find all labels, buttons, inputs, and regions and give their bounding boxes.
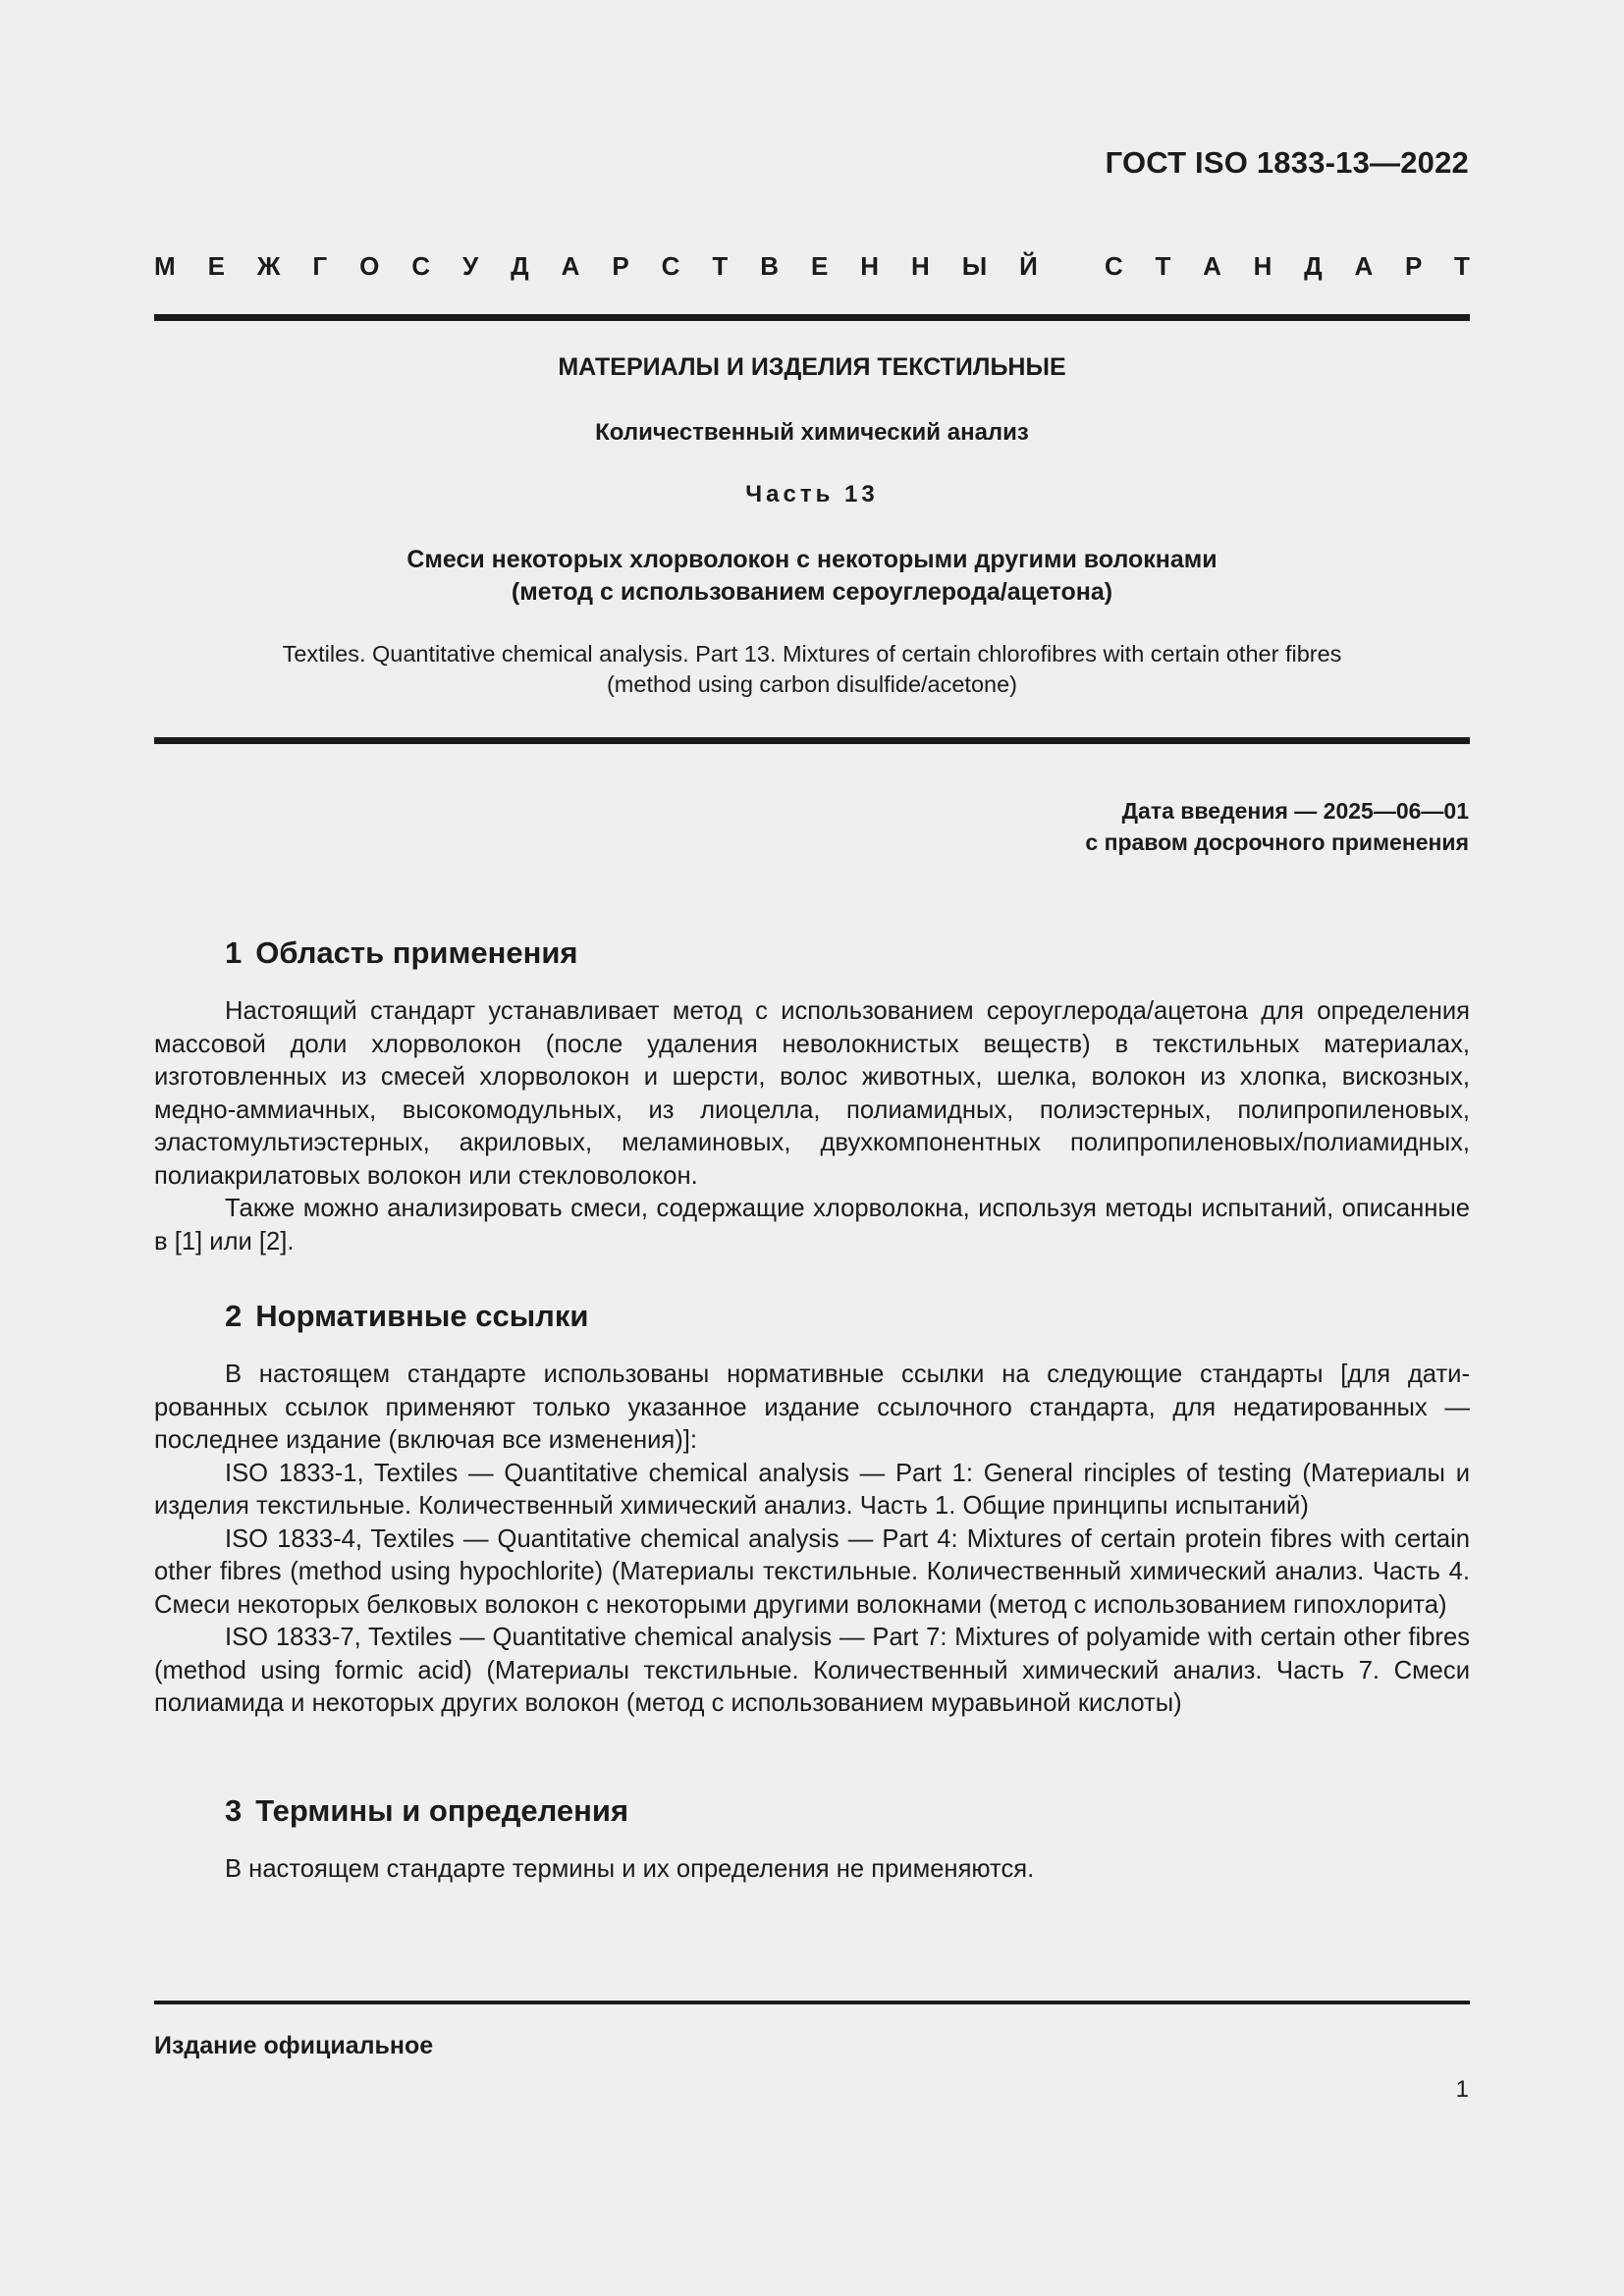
introduction-date-line-2: с правом досрочного применения — [1085, 829, 1469, 855]
document-number: ГОСТ ISO 1833-13—2022 — [1105, 145, 1469, 180]
english-title — [154, 639, 1470, 700]
heading-letter: Д — [1304, 251, 1323, 281]
part-title-line-1: Смеси некоторых хлорволокон с некоторыми другими волокнами — [406, 546, 1218, 573]
heading-letter: Т — [1155, 251, 1171, 281]
document-title: МАТЕРИАЛЫ И ИЗДЕЛИЯ ТЕКСТИЛЬНЫЕ — [558, 353, 1066, 381]
heading-letter: А — [1354, 251, 1374, 281]
footer-divider — [154, 2001, 1470, 2004]
paragraph: Настоящий стандарт устанавливает метод с использованием сероуглерода/ацетона для определения массовой доли хлорволокон (после удаления неволокнистых веществ) в текстильных материалах, изготовленных из смесей хлорволокон и шерсти, волос животных, шелка, волокон из хлопка, вискозных, медно-аммиачных, высокомодульных, из лиоцелла, полиамидных, полиэстерных, полипропиленовых, эластомультиэстерных, акриловых, меламиновых, двухкомпонентных полипропиленовых/полиамидных, полиакрилатовых волокон или стекловолокон. — [154, 997, 1470, 1190]
page-number: 1 — [1455, 2076, 1469, 2103]
part-title — [154, 544, 1470, 609]
heading-letter: Й — [1019, 251, 1038, 281]
heading-letter: Р — [612, 251, 629, 281]
heading-letter: А — [561, 251, 580, 281]
header-divider — [154, 314, 1470, 321]
reference-item: ISO 1833-7, Textiles — Quantitative chemical analysis — Part 7: Mixtures of polyamide with certain other fibres (method using formic acid) (Материалы текстильные. Количественный химический анализ. Часть 7. Смеси полиамида и некоторых других волокон (метод с использованием муравьиной кислоты) — [154, 1624, 1470, 1717]
part-label: Часть 13 — [745, 481, 879, 507]
section-number: 3 — [225, 1793, 243, 1828]
section-terms-definitions — [154, 1791, 1470, 1887]
section-title: Термины и определения — [255, 1793, 629, 1828]
english-title-line-2: (method using carbon disulfide/acetone) — [606, 671, 1018, 697]
heading-letter: М — [154, 251, 176, 281]
title-divider — [154, 737, 1470, 744]
heading-letter: С — [411, 251, 431, 281]
heading-letter: О — [359, 251, 380, 281]
heading-letter: Т — [712, 251, 729, 281]
standard-type-word-2 — [1105, 251, 1470, 282]
heading-letter: Р — [1404, 251, 1423, 281]
heading-letter: В — [760, 251, 780, 281]
section-heading — [154, 1297, 1470, 1336]
heading-letter: У — [462, 251, 479, 281]
heading-letter: Н — [1253, 251, 1272, 281]
heading-letter: А — [1203, 251, 1221, 281]
standard-type-heading — [154, 251, 1470, 282]
reference-item: ISO 1833-4, Textiles — Quantitative chemical analysis — Part 4: Mixtures of certain protein fibres with certain other fibres (method using hypochlorite) (Материалы текстильные. Количественный химический анализ. Часть 4. Смеси некоторых белковых волокон с некоторыми другими волокнами (метод с использованием гипохлорита) — [154, 1524, 1470, 1619]
section-title: Область применения — [255, 935, 578, 970]
paragraph: В настоящем стандарте термины и их определения не применяются. — [225, 1855, 1035, 1883]
heading-letter: С — [1105, 251, 1123, 281]
heading-letter: С — [661, 251, 680, 281]
paragraph: Также можно анализировать смеси, содержащие хлорволокна, используя методы испытаний, описанные в [1] или [2]. — [154, 1195, 1470, 1255]
edition-label: Издание официальное — [154, 2032, 434, 2059]
section-number: 1 — [225, 935, 243, 970]
heading-letter: Ы — [961, 251, 988, 281]
heading-letter: Ж — [256, 251, 281, 281]
heading-letter: Н — [911, 251, 930, 281]
heading-letter: Д — [511, 251, 529, 281]
section-scope — [154, 934, 1470, 1258]
english-title-line-1: Textiles. Quantitative chemical analysis. Part 13. Mixtures of certain chlorofibres with certain other fibres — [282, 641, 1342, 667]
standard-type-word-1 — [154, 251, 1038, 282]
introduction-date-line-1: Дата введения — 2025—06—01 — [1121, 798, 1469, 824]
section-number: 2 — [225, 1299, 243, 1333]
heading-letter: Е — [207, 251, 225, 281]
heading-letter: Е — [810, 251, 829, 281]
introduction-date — [1085, 795, 1469, 858]
heading-letter: Г — [312, 251, 328, 281]
section-heading — [154, 1791, 1470, 1831]
heading-letter: Н — [860, 251, 880, 281]
part-title-line-2: (метод с использованием сероуглерода/ацетона) — [511, 578, 1113, 606]
heading-letter: Т — [1454, 251, 1470, 281]
reference-item: ISO 1833-1, Textiles — Quantitative chemical analysis — Part 1: General rinciples of testing (Материалы и изделия текстильные. Количественный химический анализ. Часть 1. Общие принципы испытаний) — [154, 1459, 1470, 1520]
paragraph: В настоящем стандарте использованы нормативные ссылки на следующие стандарты [для датированных ссылок применяют только указанное издание ссылочного стандарта, для недатированных — последнее издание (включая все изменения)]: — [154, 1361, 1470, 1454]
document-subtitle: Количественный химический анализ — [595, 419, 1029, 446]
section-heading — [154, 934, 1470, 973]
section-normative-references — [154, 1297, 1470, 1721]
section-title: Нормативные ссылки — [255, 1299, 589, 1333]
